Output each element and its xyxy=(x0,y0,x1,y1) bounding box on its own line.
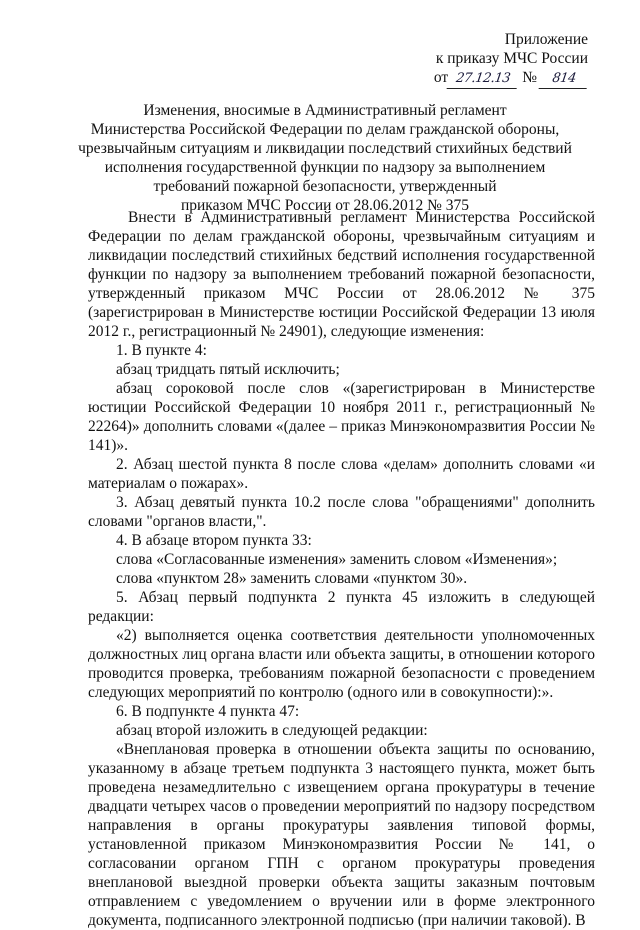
title-line-2: Министерства Российской Федерации по делам гражданской обороны, xyxy=(90,121,560,138)
item-4-clause-a: слова «Согласованные изменения» заменить словом «Изменения»; xyxy=(116,551,558,568)
item-2: 2. Абзац шестой пункта 8 после слова «делам» дополнить словами «и материалам о пожарах». xyxy=(88,456,595,492)
document-body xyxy=(88,208,595,930)
item-1-heading: 1. В пункте 4: xyxy=(116,342,207,359)
item-4-clause-b: слова «пунктом 28» заменить словами «пунктом 30». xyxy=(116,570,468,587)
appendix-label: Приложение xyxy=(504,31,588,48)
item-6-clause: абзац второй изложить в следующей редакции: xyxy=(116,722,428,739)
title-line-6: приказом МЧС России от 28.06.2012 № 375 xyxy=(180,197,470,214)
item-4-heading: 4. В абзаце втором пункта 33: xyxy=(116,532,312,549)
item-5-heading: 5. Абзац первый подпункта 2 пункта 45 изложить в следующей редакции: xyxy=(88,589,595,625)
intro-paragraph: Внести в Административный регламент Министерства Российской Федерации по делам гражданской обороны, чрезвычайным ситуациям и ликвидации последствий стихийных бедствий исполнения государственной функции по надзору за выполнением требований пожарной безопасности, утвержденный приказом МЧС России от 28.06.2012 № 375 (зарегистрирован в Министерстве юстиции Российской Федерации 13 июля 2012 г., регистрационный № 24901), следующие изменения: xyxy=(88,209,595,340)
title-line-5: требований пожарной безопасности, утвержденный xyxy=(153,178,497,195)
title-line-1: Изменения, вносимые в Административный регламент xyxy=(143,102,507,119)
item-1-clause-b: абзац сороковой после слов «(зарегистрирован в Министерстве юстиции Российской Федерации 10 ноября 2011 г., регистрационный № 22264)» дополнить словами «(далее – приказ Минэкономразвития России № 141)». xyxy=(88,380,595,454)
item-6-heading: 6. В подпункте 4 пункта 47: xyxy=(116,703,300,720)
document-title xyxy=(60,101,590,215)
appendix-date-number-line xyxy=(388,68,588,89)
item-6-quote: «Внеплановая проверка в отношении объекта защиты по основанию, указанному в абзаце третьем подпункта 3 настоящего пункта, может быть проведена незамедлительно с извещением органа прокуратуры в течение двадцати четырех часов о проведении мероприятий по надзору посредством направления в органы прокуратуры заявления типовой формы, установленной приказом Минэкономразвития России № 141, о согласовании органом ГПН с органом прокуратуры проведения внеплановой выездной проверки объекта защиты заказным почтовым отправлением с уведомлением о вручении или в форме электронного документа, подписанного электронной подписью (при наличии таковой). В xyxy=(88,741,595,929)
number-sign: № xyxy=(522,69,537,86)
item-1-clause-a: абзац тридцать пятый исключить; xyxy=(116,361,340,378)
title-line-3: чрезвычайным ситуациям и ликвидации последствий стихийных бедствий xyxy=(78,140,572,157)
handwritten-date: 27.12.13 xyxy=(447,69,520,89)
title-line-4: исполнения государственной функции по надзору за выполнением xyxy=(104,159,546,176)
item-5-quote: «2) выполняется оценка соответствия деятельности уполномоченных должностных лиц органа власти или объекта защиты, в отношении которого проводится проверка, требованиям пожарной безопасности с проведением следующих мероприятий по контролю (одного или в совокупности):». xyxy=(88,627,595,701)
handwritten-number: 814 xyxy=(539,69,590,89)
date-prefix: от xyxy=(433,69,449,86)
item-3: 3. Абзац девятый пункта 10.2 после слова "обращениями" дополнить словами "органов власти,". xyxy=(88,494,595,530)
appendix-block xyxy=(388,30,588,89)
appendix-order-ref: к приказу МЧС России xyxy=(435,50,588,67)
